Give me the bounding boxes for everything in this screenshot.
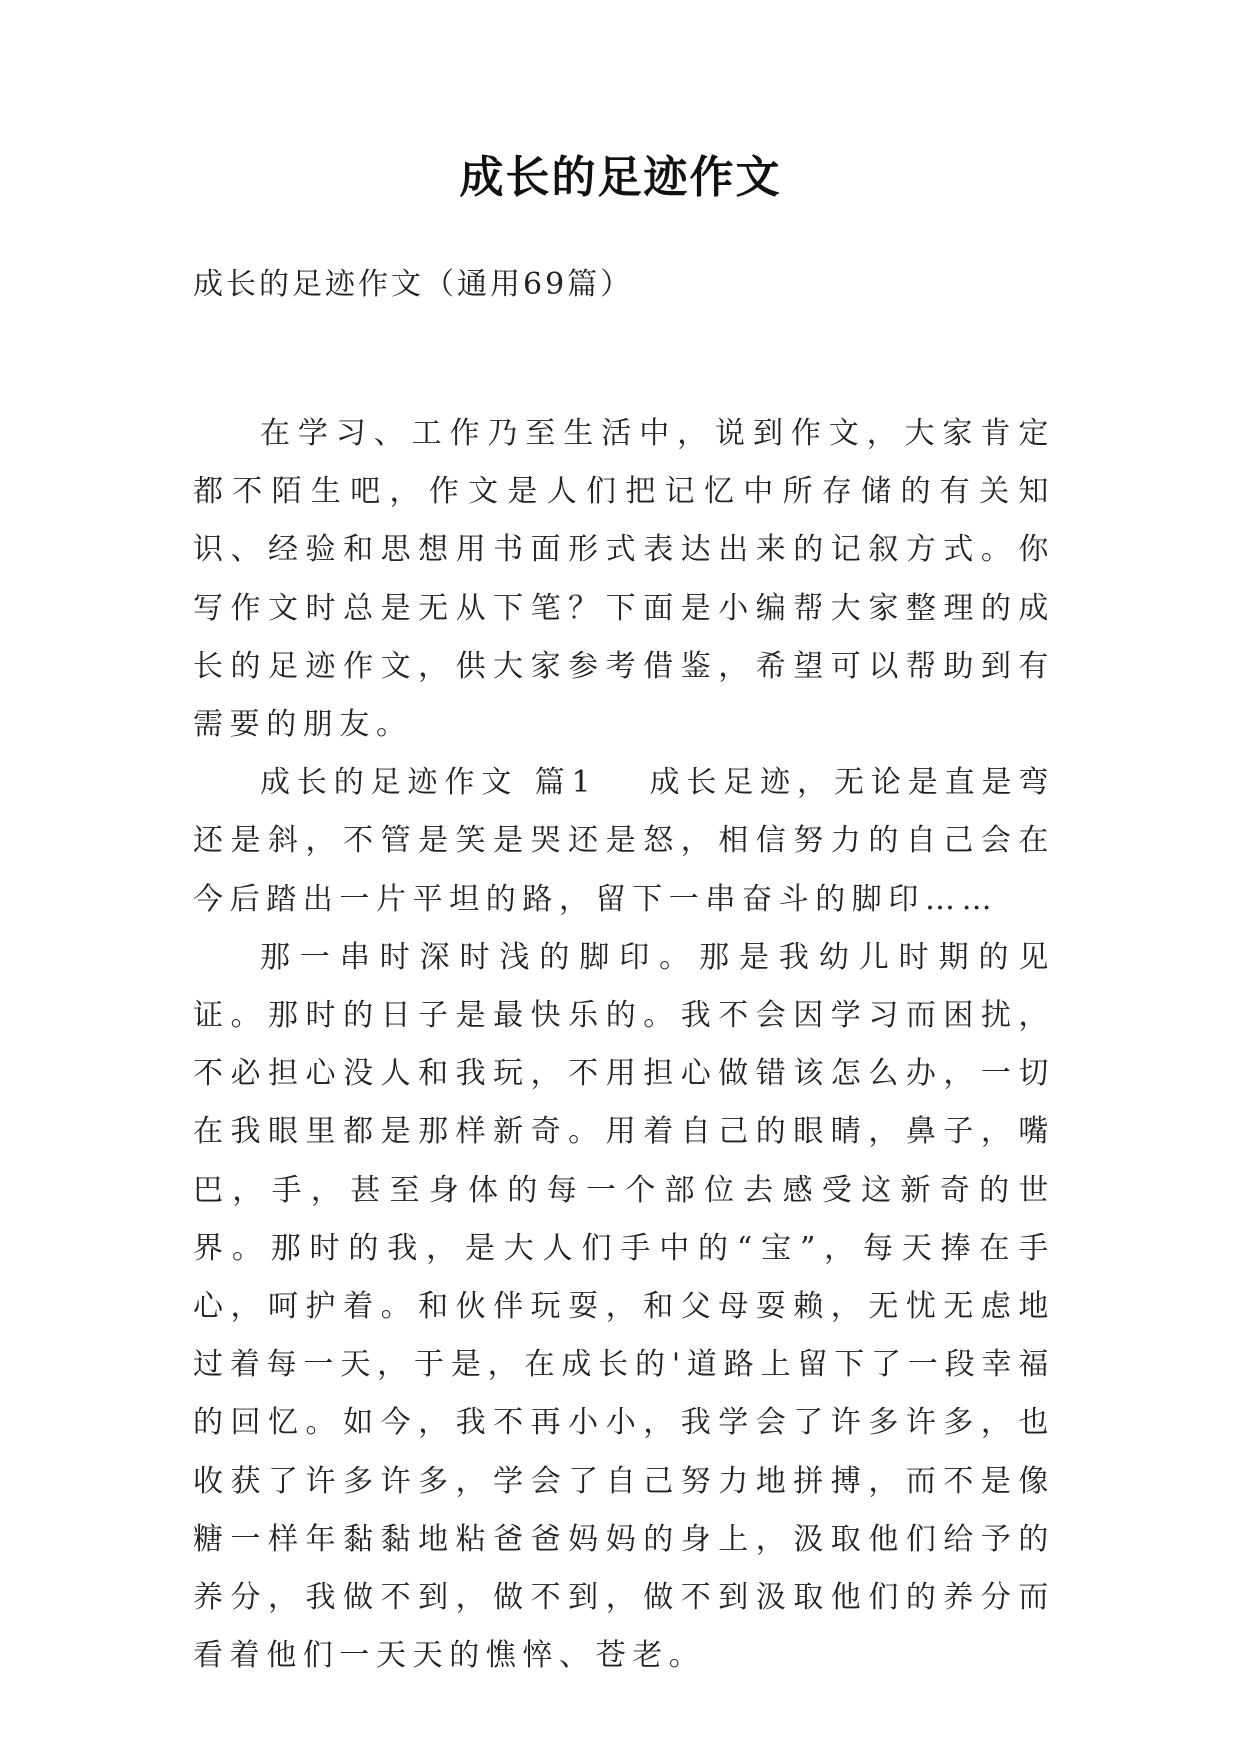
section-opening-text: 成长足迹，无论是直是弯还是斜，不管是笑是哭还是怒，相信努力的自己会在今后踏出一片平坦的路，留下一串奋斗的脚印…… xyxy=(193,765,1055,917)
document-subtitle: 成长的足迹作文（通用69篇） xyxy=(193,267,634,302)
document-title: 成长的足迹作文 xyxy=(459,152,782,203)
intro-paragraph: 在学习、工作乃至生活中，说到作文，大家肯定都不陌生吧，作文是人们把记忆中所存储的有关知识、经验和思想用书面形式表达出来的记叙方式。你写作文时总是无从下笔？下面是小编帮大家整理的成长的足迹作文，供大家参考借鉴，希望可以帮助到有需要的朋友。 xyxy=(193,416,1055,743)
body-paragraph: 那一串时深时浅的脚印。那是我幼儿时期的见证。那时的日子是最快乐的。我不会因学习而困扰，不必担心没人和我玩，不用担心做错该怎么办，一切在我眼里都是那样新奇。用着自己的眼睛，鼻子，嘴巴，手，甚至身体的每一个部位去感受这新奇的世界。那时的我，是大人们手中的“宝”，每天捧在手心，呵护着。和伙伴玩耍，和父母耍赖，无忧无虑地过着每一天，于是，在成长的'道路上留下了一段幸福的回忆。如今，我不再小小，我学会了许多许多，也收获了许多许多，学会了自己努力地拼搏，而不是像糖一样年黏黏地粘爸爸妈妈的身上，汲取他们给予的养分，我做不到，做不到，做不到汲取他们的养分而看着他们一天天的憔悴、苍老。 xyxy=(193,939,1055,1674)
document-body xyxy=(193,405,1055,1685)
section-paragraph xyxy=(193,754,1055,929)
section-heading: 成长的足迹作文 篇1 xyxy=(260,765,598,801)
